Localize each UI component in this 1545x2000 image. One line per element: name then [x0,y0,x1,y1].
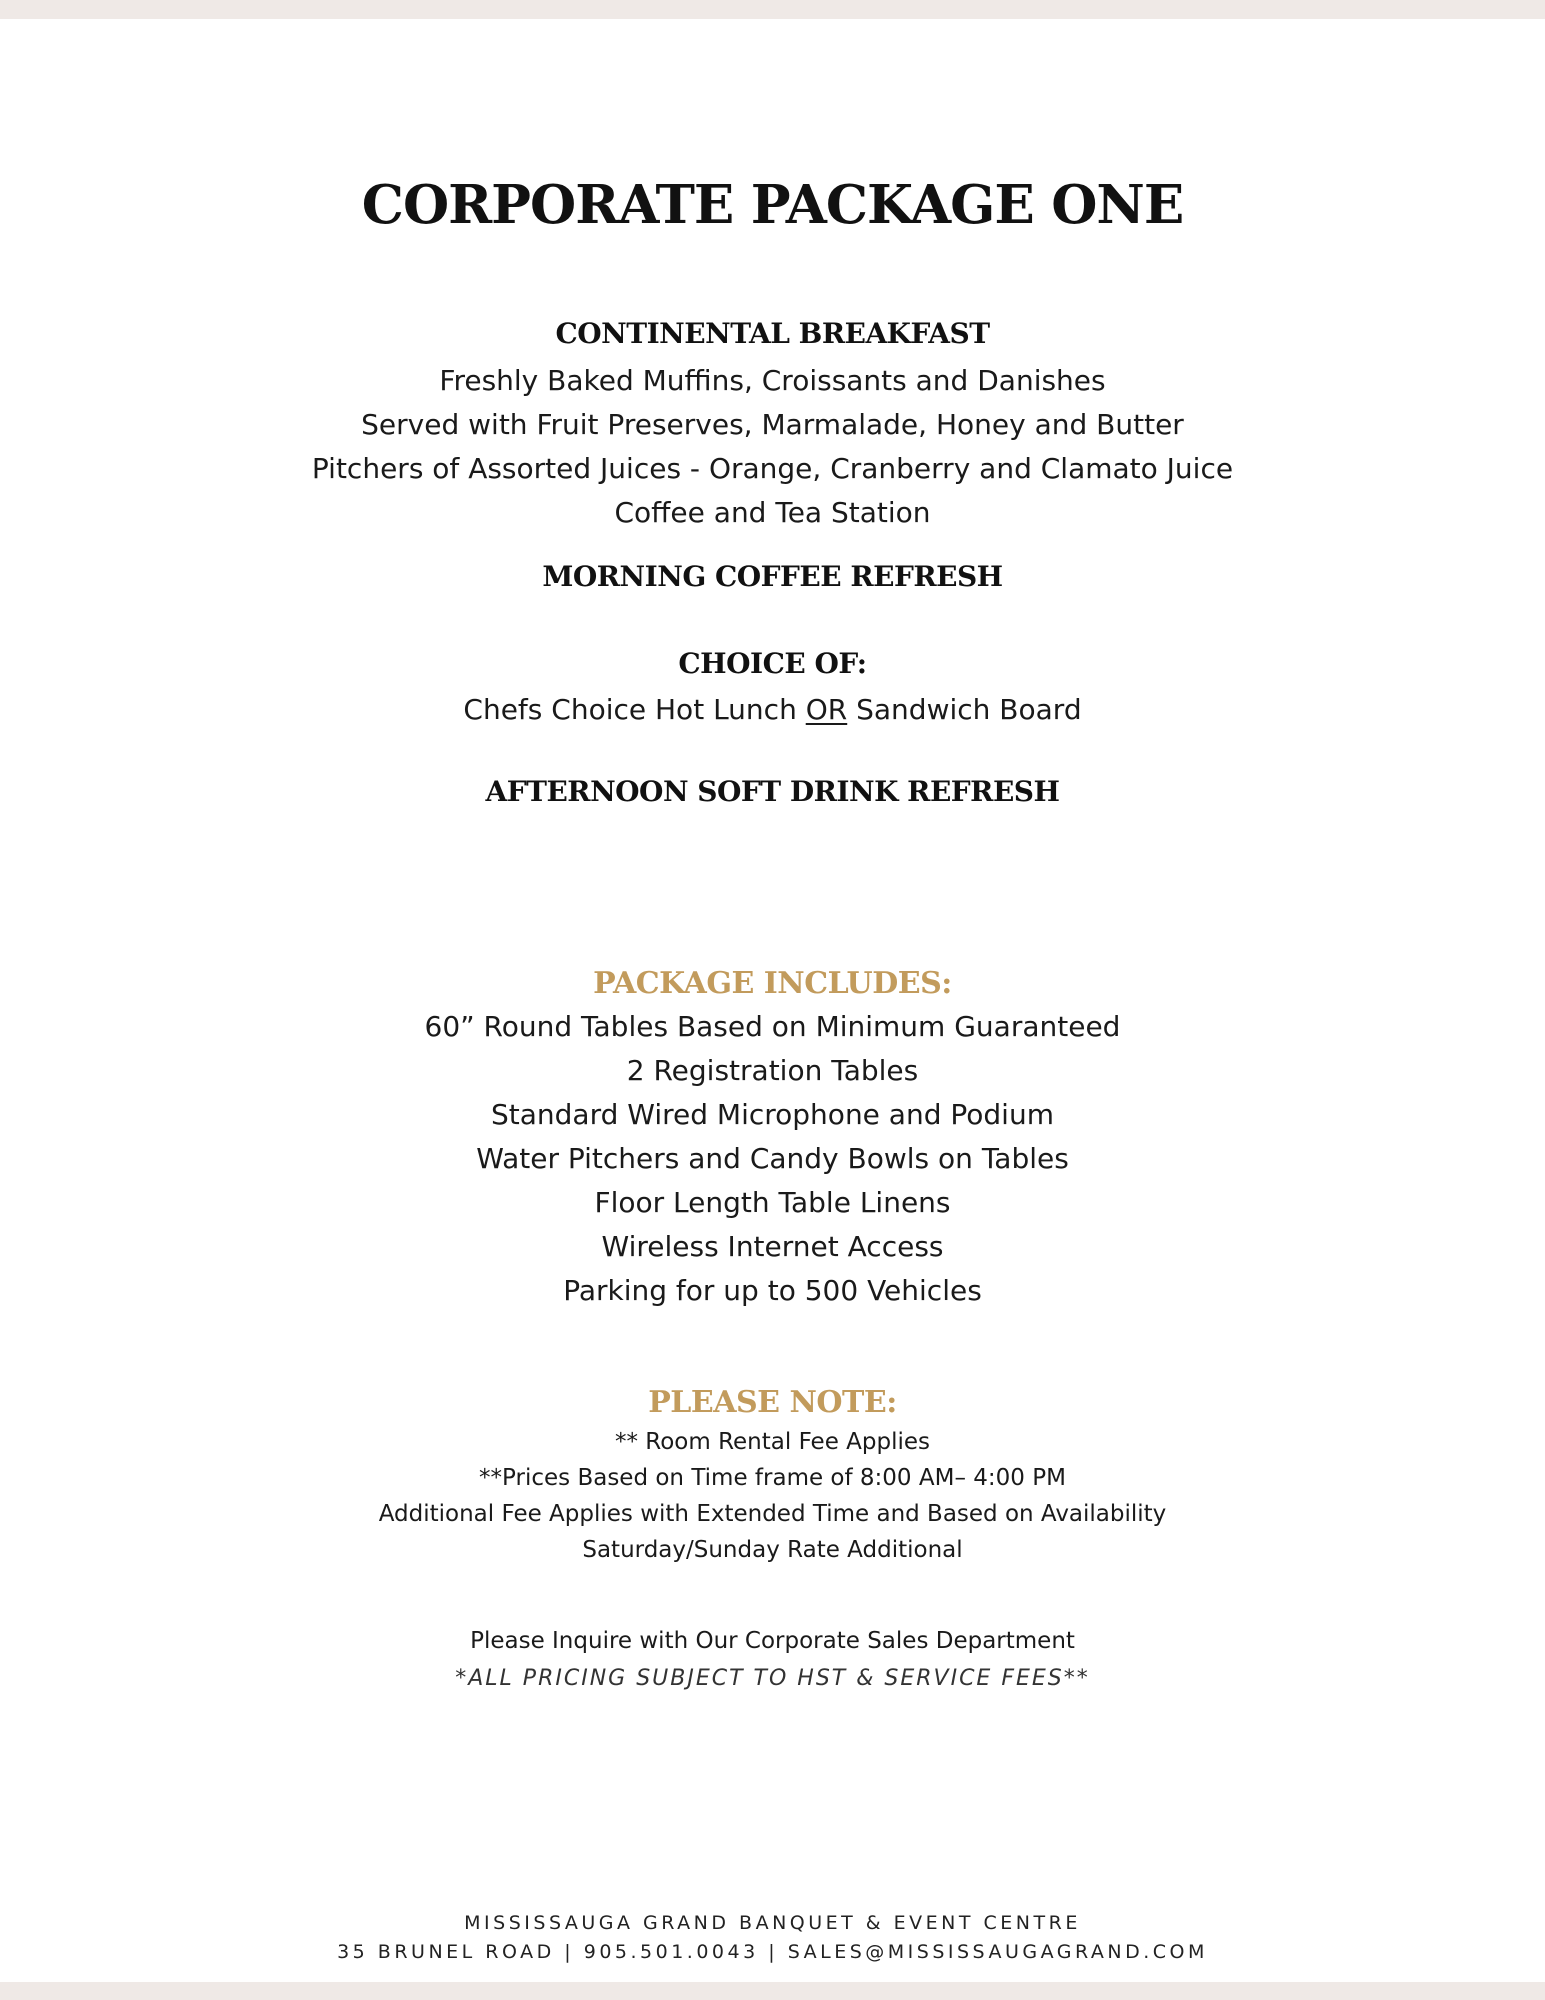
list-item: Freshly Baked Muffins, Croissants and Danishes [439,364,1106,397]
choice-connector: OR [805,693,848,726]
list-item: Water Pitchers and Candy Bowls on Tables [476,1142,1069,1175]
inquire-text: Please Inquire with Our Corporate Sales Department [470,1628,1075,1654]
footer-separator: | [768,1941,779,1963]
list-item: **Prices Based on Time frame of 8:00 AM– 4:00 PM [479,1465,1066,1491]
list-item: ** Room Rental Fee Applies [614,1429,931,1455]
list-item: Additional Fee Applies with Extended Time and Based on Availability [378,1501,1167,1527]
list-item: Saturday/Sunday Rate Additional [582,1537,963,1563]
footer-phone[interactable]: 905.501.0043 [583,1941,759,1963]
list-item: 60” Round Tables Based on Minimum Guaranteed [424,1010,1121,1043]
choice-heading: CHOICE OF: [678,647,867,680]
package-includes-list [0,1005,1545,1313]
list-item: 2 Registration Tables [626,1054,919,1087]
list-item: Served with Fruit Preserves, Marmalade, Honey and Butter [361,408,1184,441]
continental-breakfast-heading: CONTINENTAL BREAKFAST [555,317,990,350]
package-includes-heading: PACKAGE INCLUDES: [593,966,952,1001]
document-page [0,19,1545,1982]
choice-option-sandwich-board: Sandwich Board [856,693,1082,726]
pricing-note: *ALL PRICING SUBJECT TO HST & SERVICE FEES** [455,1666,1090,1691]
list-item: Standard Wired Microphone and Podium [491,1098,1054,1131]
list-item: Floor Length Table Linens [594,1186,951,1219]
page-title: CORPORATE PACKAGE ONE [361,174,1184,236]
please-note-list [0,1424,1545,1568]
continental-breakfast-list [0,359,1545,535]
choice-option-hot-lunch: Chefs Choice Hot Lunch [463,693,797,726]
list-item: Wireless Internet Access [601,1230,944,1263]
choice-line [0,688,1545,732]
morning-refresh-heading: MORNING COFFEE REFRESH [542,560,1003,593]
footer-contact-line [0,1938,1545,1967]
list-item: Coffee and Tea Station [614,496,931,529]
footer-email[interactable]: SALES@MISSISSAUGAGRAND.COM [787,1941,1208,1963]
list-item: Pitchers of Assorted Juices - Orange, Cranberry and Clamato Juice [311,452,1234,485]
footer-separator: | [564,1941,575,1963]
afternoon-refresh-heading: AFTERNOON SOFT DRINK REFRESH [485,775,1060,808]
list-item: Parking for up to 500 Vehicles [563,1274,982,1307]
footer-address: 35 BRUNEL ROAD [337,1941,555,1963]
please-note-heading: PLEASE NOTE: [648,1385,897,1420]
footer-venue-name: MISSISSAUGA GRAND BANQUET & EVENT CENTRE [464,1912,1081,1934]
